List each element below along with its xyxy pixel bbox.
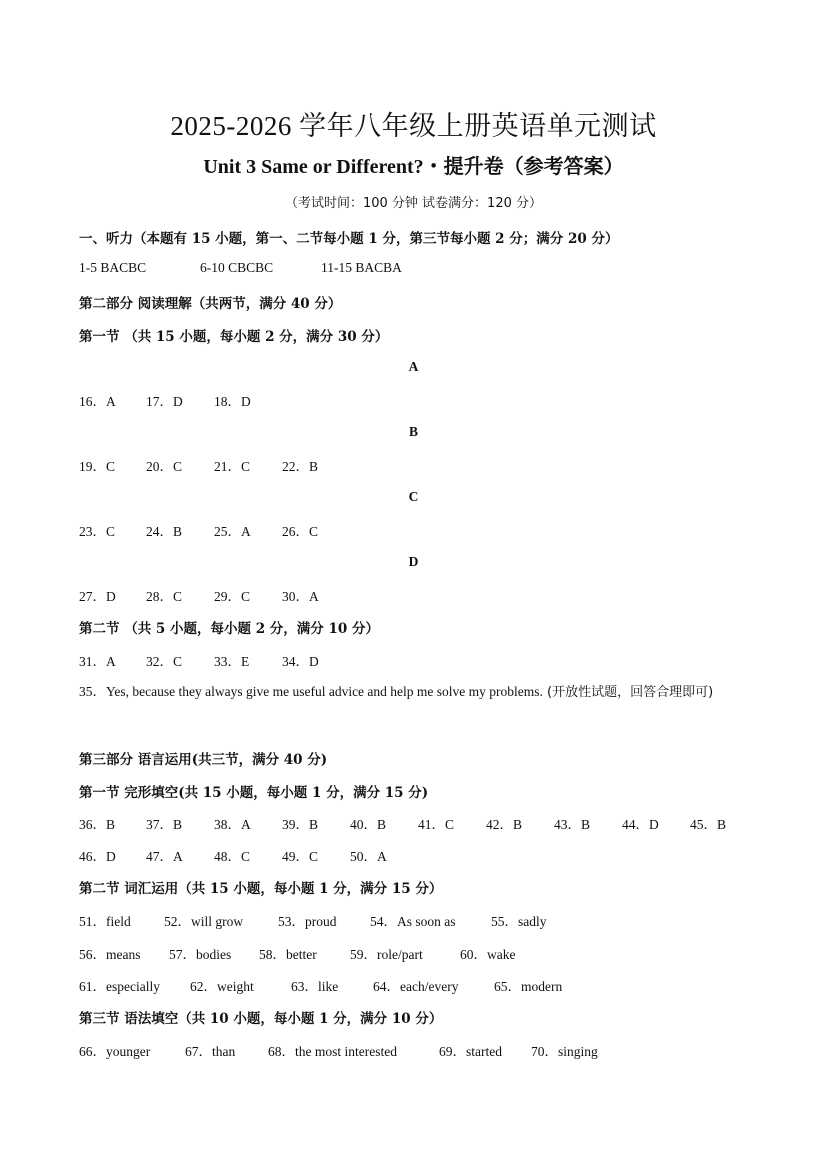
answer-item: 17．D: [146, 394, 183, 409]
answer-item: 25．A: [214, 524, 251, 539]
answer-item: 37．B: [146, 817, 183, 832]
answer-item: 66．younger: [79, 1044, 151, 1059]
answer-35-english: 35．Yes, because they always give me useful advice and help me solve my problems.: [79, 684, 543, 699]
answer-item: 34．D: [282, 654, 319, 669]
answer-item: 60．wake: [460, 947, 516, 962]
part3-sec3-heading: 第三节 语法填空（共 10 小题，每小题 1 分，满分 10 分）: [79, 1011, 443, 1027]
answer-item: 11-15 BACBA: [321, 260, 402, 275]
answer-item: 69．started: [439, 1044, 502, 1059]
passage-a-label: A: [408, 359, 419, 374]
part2-sec2-heading: 第二节 （共 5 小题，每小题 2 分，满分 10 分）: [79, 621, 379, 637]
answer-item: 36．B: [79, 817, 116, 832]
exam-info: （考试时间：100 分钟 试卷满分：120 分）: [284, 196, 543, 211]
answer-item: 54．As soon as: [370, 914, 456, 929]
vocab-row-3: [79, 975, 562, 995]
answer-item: 38．A: [214, 817, 251, 832]
answer-item: 70．singing: [531, 1044, 598, 1059]
answer-item: 30．A: [282, 589, 319, 604]
answer-item: 21．C: [214, 459, 251, 474]
answer-item: 65．modern: [494, 979, 563, 994]
cloze-row-1: [79, 813, 726, 833]
passage-c-label: C: [408, 489, 419, 504]
answer-item: 45．B: [690, 817, 727, 832]
answer-item: 58．better: [259, 947, 317, 962]
answer-item: 49．C: [282, 849, 319, 864]
answer-item: 1-5 BACBC: [79, 260, 147, 275]
answer-item: 52．will grow: [164, 914, 244, 929]
answer-item: 43．B: [554, 817, 591, 832]
answer-item: 59．role/part: [350, 947, 423, 962]
passage-b-label: B: [408, 424, 418, 439]
answer-item: 18．D: [214, 394, 251, 409]
answer-item: 28．C: [146, 589, 183, 604]
answers-c-row: [79, 520, 318, 540]
answer-item: 56．means: [79, 947, 141, 962]
answer-item: 47．A: [146, 849, 183, 864]
cloze-row-2: [79, 845, 387, 865]
answer-item: 16．A: [79, 394, 116, 409]
answer-item: 41．C: [418, 817, 455, 832]
answer-item: 44．D: [622, 817, 659, 832]
part2-sec1-heading: 第一节 （共 15 小题，每小题 2 分，满分 30 分）: [79, 329, 389, 345]
listening-answers-row: [79, 260, 402, 276]
answer-35: [79, 676, 751, 708]
answer-item: 48．C: [214, 849, 251, 864]
answer-item: 51．field: [79, 914, 131, 929]
part3-sec2-heading: 第二节 词汇运用（共 15 小题，每小题 1 分，满分 15 分）: [79, 881, 443, 897]
answer-item: 29．C: [214, 589, 251, 604]
document-title: 2025-2026 学年八年级上册英语单元测试: [170, 111, 657, 141]
part2-heading: 第二部分 阅读理解（共两节，满分 40 分）: [79, 296, 342, 312]
answer-item: 64．each/every: [373, 979, 459, 994]
answer-item: 23．C: [79, 524, 116, 539]
answer-item: 6-10 CBCBC: [200, 260, 274, 275]
answer-item: 50．A: [350, 849, 387, 864]
listening-heading: 一、听力（本题有 15 小题，第一、二节每小题 1 分，第三节每小题 2 分；满分 20 分）: [79, 231, 619, 247]
answer-item: 68．the most interested: [268, 1044, 397, 1059]
answers-b-row: [79, 455, 318, 475]
vocab-row-1: [79, 910, 547, 930]
answer-item: 22．B: [282, 459, 319, 474]
answer-item: 67．than: [185, 1044, 236, 1059]
answer-item: 62．weight: [190, 979, 254, 994]
answer-item: 40．B: [350, 817, 387, 832]
answer-item: 46．D: [79, 849, 116, 864]
answer-item: 33．E: [214, 654, 250, 669]
answer-item: 20．C: [146, 459, 183, 474]
document-subtitle: Unit 3 Same or Different?・提升卷（参考答案）: [203, 156, 624, 178]
answer-item: 55．sadly: [491, 914, 547, 929]
vocab-row-2: [79, 943, 515, 963]
passage-d-label: D: [408, 554, 419, 569]
answer-item: 57．bodies: [169, 947, 232, 962]
answer-35-note: (开放性试题，回答合理即可): [542, 685, 714, 700]
answer-item: 31．A: [79, 654, 116, 669]
answer-item: 61．especially: [79, 979, 160, 994]
answer-item: 32．C: [146, 654, 183, 669]
answer-item: 26．C: [282, 524, 319, 539]
answer-item: 24．B: [146, 524, 183, 539]
answer-item: 63．like: [291, 979, 339, 994]
grammar-row-1: [79, 1040, 598, 1060]
answer-item: 53．proud: [278, 914, 337, 929]
answer-item: 39．B: [282, 817, 319, 832]
answers-a-row: [79, 390, 251, 410]
answer-item: 42．B: [486, 817, 523, 832]
answers-31-34-row: [79, 650, 319, 670]
answer-item: 19．C: [79, 459, 116, 474]
part3-sec1-heading: 第一节 完形填空(共 15 小题，每小题 1 分，满分 15 分): [79, 785, 429, 801]
part3-heading: 第三部分 语言运用(共三节，满分 40 分): [79, 752, 328, 768]
answer-item: 27．D: [79, 589, 116, 604]
answers-d-row: [79, 585, 319, 605]
